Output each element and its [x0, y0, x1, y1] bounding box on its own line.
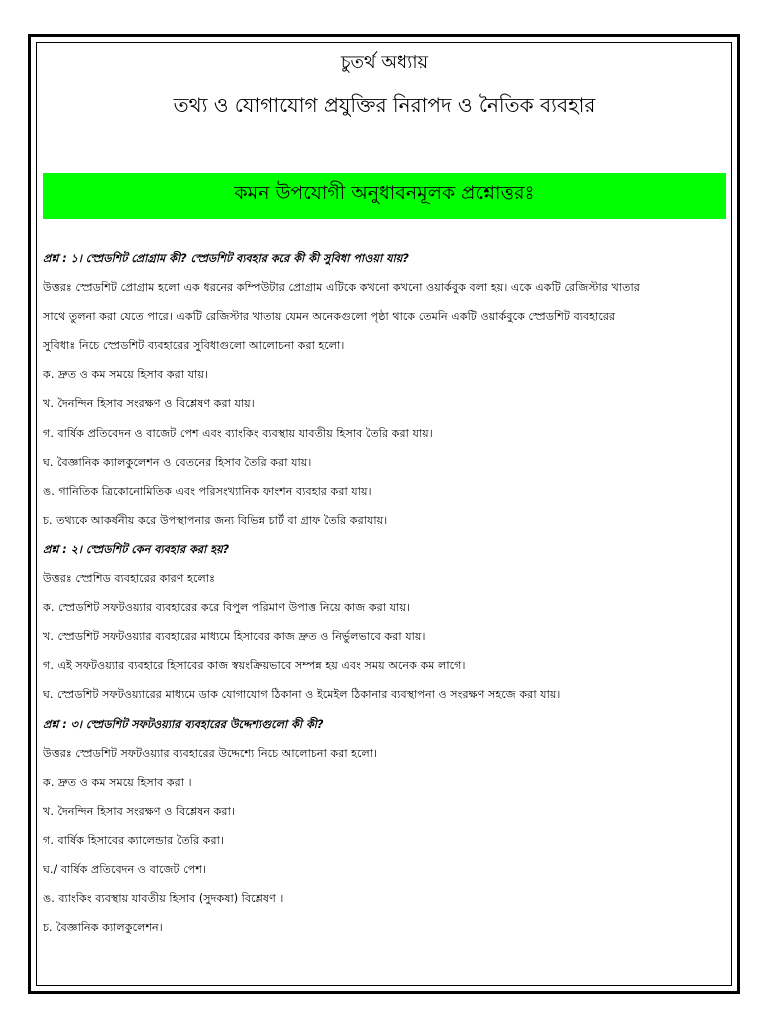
- answer-line: ক. স্প্রেডশিট সফটওয়্যার ব্যবহারের করে বিপুল পরিমাণ উপাত্ত নিয়ে কাজ করা যায়।: [43, 601, 410, 615]
- answer-line: ঙ. গানিতিক ত্রিকোনোমিতিক এবং পরিসংখ্যানিক ফাংশন ব্যবহার করা যায়।: [43, 484, 372, 498]
- answer-line: ঙ. ব্যাংকিং ব্যবস্থায় যাবতীয় হিসাব (সুদকষা) বিশ্লেষণ ।: [43, 892, 284, 906]
- answer-line: খ. দৈনন্দিন হিসাব সংরক্ষণ ও বিশ্লেষণ করা যায়।: [43, 397, 255, 411]
- answer-line: খ. দৈনন্দিন হিসাব সংরক্ষণ ও বিশ্লেষন করা।: [43, 804, 235, 818]
- chapter-heading: চুতর্থ অধ্যায়: [340, 52, 429, 73]
- answer-line: উত্তরঃ স্প্রেডশিট সফটওয়্যার ব্যবহারের উদ্দেশ্যে নিচে আলোচনা করা হলো।: [43, 746, 378, 760]
- document-content: [43, 46, 726, 942]
- answer-line: চ. তথ্যকে আকর্ষনীয় করে উপস্থাপনার জন্য বিভিন্ন চার্ট বা গ্রাফ তৈরি করাযায়।: [43, 513, 388, 527]
- answer-line: চ. বৈজ্ঞানিক ক্যালকুলেশন।: [43, 921, 163, 935]
- question-line: প্রশ্ন : ২। স্প্রেডশিট কেন ব্যবহার করা হয়?: [43, 542, 230, 556]
- answer-line: গ. বার্ষিক হিসাবের ক্যালেন্ডার তৈরি করা।: [43, 833, 224, 847]
- chapter-title: তথ্য ও যোগাযোগ প্রযুক্তির নিরাপদ ও নৈতিক ব্যবহার: [173, 93, 596, 117]
- answer-line: সাথে তুলনা করা যেতে পারে। একটি রেজিস্টার খাতায় যেমন অনেকগুলো পৃষ্ঠা থাকে তেমনি একটি ওয়ার্কবুকে স্প্রেডশিট ব্যবহারের: [43, 310, 616, 324]
- answer-line: উত্তরঃ স্প্রেডশিট প্রোগ্রাম হলো এক ধরনের কম্পিউটার প্রোগ্রাম এটিকে কখনো কখনো ওয়ার্কবুক বলা হয়। একে একটি রেজিস্টার খাতার: [43, 281, 640, 295]
- answer-line: ঘ. বৈজ্ঞানিক ক্যালকুলেশন ও বেতনের হিসাব তৈরি করা যায়।: [43, 455, 312, 469]
- answer-line: গ. এই সফটওয়্যার ব্যবহারে হিসাবের কাজ স্বয়ংক্রিয়ভাবে সম্পন্ন হয় এবং সময় অনেক কম লাগে।: [43, 659, 466, 673]
- answer-line: ক. দ্রুত ও কম সময়ে হিসাব করা ।: [43, 775, 192, 789]
- answer-line: ঘ./ বার্ষিক প্রতিবেদন ও বাজেট পেশ।: [43, 862, 206, 876]
- answer-line: ক. দ্রুত ও কম সময়ে হিসাব করা যায়।: [43, 368, 208, 382]
- answer-line: ঘ. স্প্রেডশিট সফটওয়্যারের মাধ্যমে ডাক যোগাযোগ ঠিকানা ও ইমেইল ঠিকানার ব্যবস্থাপনা ও সংরক্ষণ সহজে করা যায়।: [43, 688, 561, 702]
- question-line: প্রশ্ন : ৩। স্প্রেডশিট সফটওয়্যার ব্যবহারের উদ্দেশ্যগুলো কী কী?: [43, 717, 324, 731]
- question-line: প্রশ্ন : ১। স্প্রেডশিট প্রোগ্রাম কী? স্প্রেডশিট ব্যবহার করে কী কী সুবিধা পাওয়া যায়?: [43, 252, 409, 265]
- qa-body: [43, 244, 726, 942]
- answer-line: উত্তরঃ স্প্রেশিড ব্যবহারের কারণ হলোঃ: [43, 572, 216, 586]
- answer-line: সুবিধাঃ নিচে স্প্রেডশিট ব্যবহারের সুবিধাগুলো আলোচনা করা হলো।: [43, 339, 345, 353]
- section-banner: কমন উপযোগী অনুধাবনমূলক প্রশ্নোত্তরঃ: [43, 173, 726, 219]
- answer-line: গ. বার্ষিক প্রতিবেদন ও বাজেট পেশ এবং ব্যাংকিং ব্যবস্থায় যাবতীয় হিসাব তৈরি করা যায়।: [43, 426, 433, 440]
- answer-line: খ. স্প্রেডশিট সফটওয়্যার ব্যবহারের মাধ্যমে হিসাবের কাজ দ্রুত ও নির্ভুলভাবে করা যায়।: [43, 630, 426, 644]
